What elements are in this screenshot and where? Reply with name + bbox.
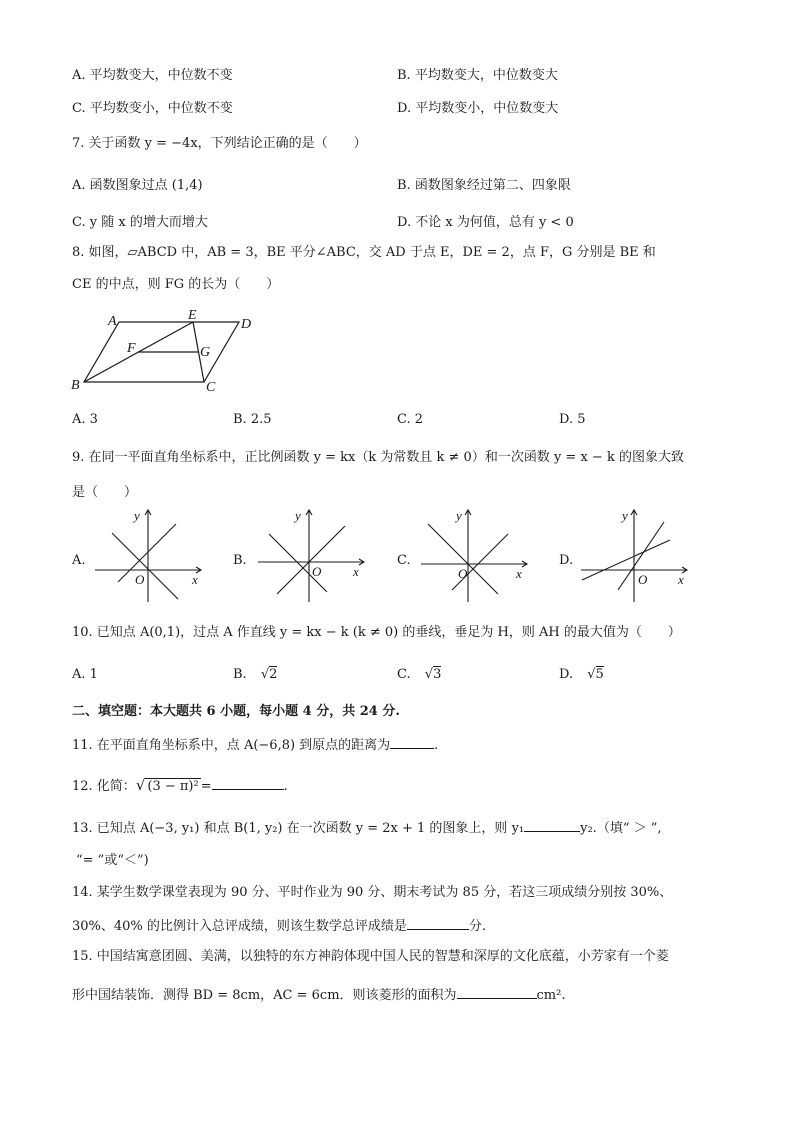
label-e: E	[188, 308, 197, 323]
q12-radicand: (3 − π)²	[147, 779, 199, 794]
label-c: C	[206, 380, 216, 395]
q6-option-d: D. 平均数变小，中位数变大	[397, 101, 559, 116]
q14-line1: 14. 某学生数学课堂表现为 90 分、平时作业为 90 分、期末考试为 85 分，若这三项成绩分别按 30%、	[72, 885, 673, 900]
q11-text: 11. 在平面直角坐标系中，点 A(−6,8) 到原点的距离为	[72, 738, 391, 753]
label-d: D	[241, 317, 252, 332]
q9-stem-line2: 是（ ）	[72, 485, 138, 500]
q14-line2	[72, 915, 486, 936]
q8-option-d: D. 5	[559, 412, 586, 427]
q14-blank[interactable]	[407, 915, 469, 930]
q9-option-d-label: D.	[559, 553, 574, 568]
q9-d-origin-label: O	[638, 572, 648, 587]
q9-b-y-label: y	[295, 508, 301, 523]
q9-d-y-label: y	[622, 508, 628, 523]
q13-blank[interactable]	[524, 817, 580, 832]
q10-option-d-prefix: D.	[559, 667, 574, 682]
q9-b-x-label: x	[353, 564, 359, 579]
q9-option-c-label: C.	[397, 553, 411, 568]
q7-option-d: D. 不论 x 为何值，总有 y < 0	[397, 215, 574, 230]
q11-blank[interactable]	[390, 734, 434, 749]
q10-option-b: B. √2	[233, 667, 278, 682]
q8-option-a: A. 3	[72, 412, 98, 427]
q13-text-end: y₂.（填“ ＞ ”,	[580, 821, 662, 836]
q7-option-b: B. 函数图象经过第二、四象限	[397, 178, 571, 193]
q9-c-x-label: x	[516, 566, 522, 581]
q8-option-c: C. 2	[397, 412, 424, 427]
q9-graph-c	[418, 506, 533, 606]
q9-a-x-label: x	[192, 572, 198, 587]
q11	[72, 734, 438, 755]
q14-end: 分.	[468, 919, 487, 934]
q10-option-b-prefix: B.	[233, 667, 247, 682]
q12: 12. 化简：√ (3 − π)² = .	[72, 776, 288, 794]
q12-text: 12. 化简：	[72, 779, 136, 794]
q7-option-c: C. y 随 x 的增大而增大	[72, 215, 208, 230]
q8-stem-line2: CE 的中点，则 FG 的长为（ ）	[72, 277, 280, 292]
q12-blank[interactable]	[212, 775, 284, 790]
label-g: G	[200, 345, 211, 360]
q9-a-origin-label: O	[135, 572, 145, 587]
q10-stem: 10. 已知点 A(0,1)，过点 A 作直线 y = kx − k (k ≠ 0) 的垂线，垂足为 H，则 AH 的最大值为（ ）	[72, 625, 681, 640]
q9-a-y-label: y	[134, 508, 140, 523]
q8-option-b: B. 2.5	[233, 412, 272, 427]
label-a: A	[108, 314, 117, 329]
q6-option-a: A. 平均数变大，中位数不变	[72, 68, 233, 83]
q6-option-c: C. 平均数变小，中位数不变	[72, 101, 233, 116]
q14-text: 30%、40% 的比例计入总评成绩，则该生数学总评成绩是	[72, 919, 407, 934]
q15-end: cm².	[536, 988, 566, 1003]
q15-line2	[72, 984, 565, 1005]
q12-equals: =	[200, 779, 212, 794]
q10-option-c-prefix: C.	[397, 667, 411, 682]
q9-stem-line1: 9. 在同一平面直角坐标系中，正比例函数 y = kx（k 为常数且 k ≠ 0）和一次函数 y = x − k 的图象大致	[72, 450, 684, 465]
q13-text: 13. 已知点 A(−3, y₁) 和点 B(1, y₂) 在一次函数 y = 2x + 1 的图象上，则 y₁	[72, 821, 525, 836]
parallelogram-figure	[66, 305, 266, 397]
q10-option-b-radicand: 2	[269, 667, 278, 682]
q9-c-origin-label: O	[458, 566, 468, 581]
q8-stem-line1: 8. 如图，▱ABCD 中，AB = 3，BE 平分∠ABC，交 AD 于点 E，DE = 2，点 F，G 分别是 BE 和	[72, 245, 656, 260]
q15-blank[interactable]	[457, 984, 537, 999]
q9-option-a-label: A.	[72, 553, 86, 568]
q7-option-a: A. 函数图象过点 (1,4)	[72, 178, 203, 193]
q11-end: .	[434, 738, 439, 753]
q9-graph-a	[92, 506, 207, 606]
q13-line1	[72, 817, 662, 838]
q9-c-y-label: y	[456, 508, 462, 523]
q15-line1: 15. 中国结寓意团圆、美满，以独特的东方神韵体现中国人民的智慧和深厚的文化底蕴，小芳家有一个菱	[72, 949, 669, 964]
q12-end: .	[283, 779, 288, 794]
q10-option-c: C. √3	[397, 667, 442, 682]
label-b: B	[71, 378, 80, 393]
q10-option-d-radicand: 5	[595, 667, 604, 682]
q7-stem: 7. 关于函数 y = −4x，下列结论正确的是（ ）	[72, 136, 367, 151]
q9-graph-d	[578, 506, 693, 606]
section-title: 二、填空题：本大题共 6 小题，每小题 4 分，共 24 分.	[72, 704, 400, 719]
label-f: F	[127, 341, 136, 356]
q10-option-a: A. 1	[72, 667, 98, 682]
q15-text: 形中国结装饰．测得 BD = 8cm，AC = 6cm．则该菱形的面积为	[72, 988, 457, 1003]
q10-option-d: D. √5	[559, 667, 604, 682]
q13-line2: “= ”或“＜”)	[76, 853, 149, 868]
q9-graph-b	[255, 506, 370, 606]
q9-option-b-label: B.	[233, 553, 247, 568]
q9-b-origin-label: O	[312, 564, 322, 579]
q10-option-c-radicand: 3	[433, 667, 442, 682]
q6-option-b: B. 平均数变大，中位数变大	[397, 68, 558, 83]
q9-d-x-label: x	[678, 572, 684, 587]
